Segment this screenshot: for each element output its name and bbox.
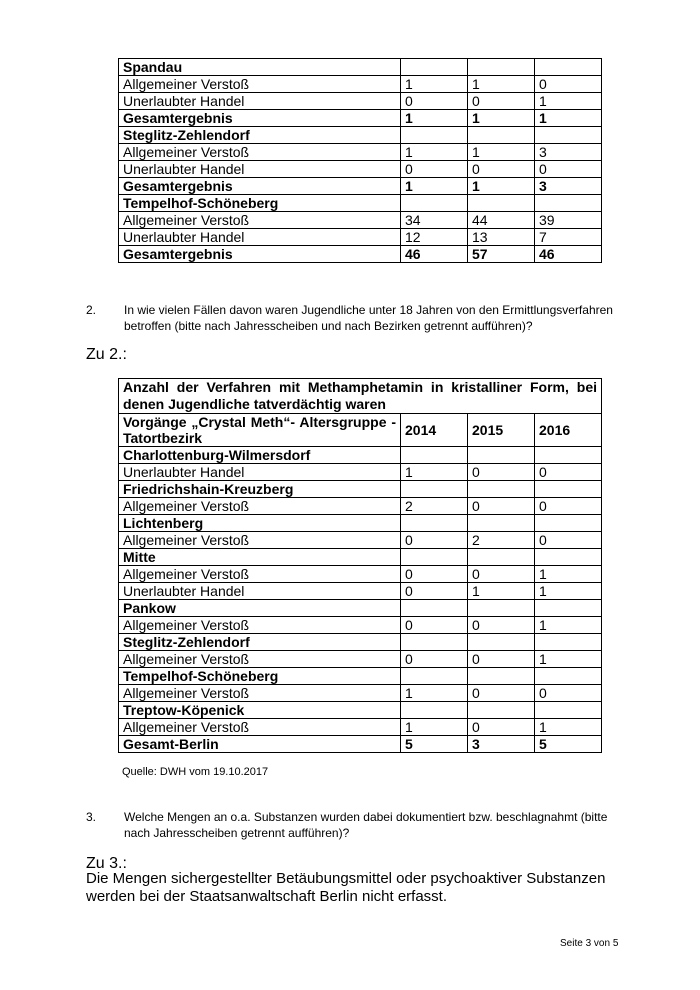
row-label: Allgemeiner Verstoß <box>119 617 401 634</box>
row-label: Allgemeiner Verstoß <box>119 685 401 702</box>
district-row <box>119 600 602 617</box>
cell-value: 12 <box>401 229 468 246</box>
cell-value <box>468 702 535 719</box>
row-label: Unerlaubter Handel <box>119 93 401 110</box>
cell-value: 0 <box>401 617 468 634</box>
table-source: Quelle: DWH vom 19.10.2017 <box>122 766 269 778</box>
row-label: Unerlaubter Handel <box>119 229 401 246</box>
cell-value <box>535 127 602 144</box>
table-row <box>119 566 602 583</box>
district-row <box>119 481 602 498</box>
cell-value: 1 <box>401 464 468 481</box>
cell-value: 5 <box>535 736 602 753</box>
cell-value <box>468 127 535 144</box>
row-label: Unerlaubter Handel <box>119 583 401 600</box>
cell-value <box>535 447 602 464</box>
table-continued <box>118 58 602 263</box>
district-row <box>119 195 602 212</box>
cell-value <box>401 481 468 498</box>
district-name: Pankow <box>119 600 401 617</box>
cell-value <box>401 127 468 144</box>
cell-value <box>468 600 535 617</box>
district-name: Friedrichshain-Kreuzberg <box>119 481 401 498</box>
district-row <box>119 59 602 76</box>
cell-value: 0 <box>468 719 535 736</box>
cell-value: 0 <box>401 583 468 600</box>
total-row <box>119 110 602 127</box>
cell-value: 1 <box>468 110 535 127</box>
row-label: Allgemeiner Verstoß <box>119 212 401 229</box>
row-label: Gesamtergebnis <box>119 178 401 195</box>
cell-value <box>401 515 468 532</box>
row-label: Gesamtergebnis <box>119 246 401 263</box>
table-row <box>119 498 602 515</box>
question-text: Welche Mengen an o.a. Substanzen wurden dabei dokumentiert bzw. beschlagnahmt (bitte nach Jahresscheiben getrennt aufführen)? <box>124 810 608 840</box>
table-row <box>119 76 602 93</box>
cell-value: 0 <box>535 532 602 549</box>
question-text: In wie vielen Fällen davon waren Jugendliche unter 18 Jahren von den Ermittlungsverfahren betroffen (bitte nach Jahresscheiben und nach Bezirken getrennt aufführen)? <box>124 303 613 333</box>
cell-value <box>535 481 602 498</box>
cell-value: 0 <box>468 651 535 668</box>
cell-value: 39 <box>535 212 602 229</box>
row-label: Allgemeiner Verstoß <box>119 719 401 736</box>
cell-value <box>468 515 535 532</box>
cell-value <box>535 634 602 651</box>
cell-value: 1 <box>401 76 468 93</box>
cell-value: 1 <box>401 719 468 736</box>
cell-value: 0 <box>468 93 535 110</box>
header-year: 2016 <box>535 414 602 447</box>
table-row <box>119 93 602 110</box>
cell-value: 1 <box>401 685 468 702</box>
cell-value <box>401 634 468 651</box>
district-name: Charlottenburg-Wilmersdorf <box>119 447 401 464</box>
cell-value: 1 <box>468 144 535 161</box>
cell-value: 0 <box>468 464 535 481</box>
cell-value <box>535 600 602 617</box>
header-year: 2014 <box>401 414 468 447</box>
cell-value <box>468 447 535 464</box>
cell-value: 3 <box>535 178 602 195</box>
cell-value <box>401 59 468 76</box>
cell-value: 1 <box>535 566 602 583</box>
cell-value <box>401 702 468 719</box>
cell-value <box>535 549 602 566</box>
cell-value: 44 <box>468 212 535 229</box>
district-row <box>119 668 602 685</box>
cell-value: 0 <box>401 93 468 110</box>
total-row <box>119 246 602 263</box>
cell-value: 0 <box>468 161 535 178</box>
cell-value: 0 <box>401 532 468 549</box>
cell-value: 0 <box>535 685 602 702</box>
table-row <box>119 212 602 229</box>
district-row <box>119 127 602 144</box>
district-name: Spandau <box>119 59 401 76</box>
cell-value <box>468 668 535 685</box>
cell-value: 1 <box>401 178 468 195</box>
row-label: Unerlaubter Handel <box>119 161 401 178</box>
cell-value: 57 <box>468 246 535 263</box>
cell-value: 5 <box>401 736 468 753</box>
row-label: Allgemeiner Verstoß <box>119 498 401 515</box>
table-row <box>119 229 602 246</box>
district-name: Tempelhof-Schöneberg <box>119 195 401 212</box>
cell-value <box>535 195 602 212</box>
cell-value: 1 <box>468 178 535 195</box>
cell-value: 0 <box>535 498 602 515</box>
table-row <box>119 719 602 736</box>
cell-value: 0 <box>535 161 602 178</box>
row-label: Allgemeiner Verstoß <box>119 144 401 161</box>
question-number: 2. <box>86 303 97 317</box>
cell-value: 13 <box>468 229 535 246</box>
cell-value <box>535 59 602 76</box>
table-row <box>119 651 602 668</box>
cell-value: 0 <box>401 651 468 668</box>
cell-value: 3 <box>535 144 602 161</box>
cell-value <box>535 702 602 719</box>
table-row <box>119 144 602 161</box>
header-year: 2015 <box>468 414 535 447</box>
question-number: 3. <box>86 810 97 824</box>
cell-value: 2 <box>468 532 535 549</box>
cell-value: 1 <box>535 110 602 127</box>
district-row <box>119 515 602 532</box>
cell-value: 1 <box>535 583 602 600</box>
district-row <box>119 447 602 464</box>
cell-value <box>535 515 602 532</box>
table-row <box>119 583 602 600</box>
row-label: Allgemeiner Verstoß <box>119 76 401 93</box>
total-row <box>119 178 602 195</box>
district-row <box>119 634 602 651</box>
cell-value: 1 <box>535 651 602 668</box>
cell-value <box>401 549 468 566</box>
district-name: Mitte <box>119 549 401 566</box>
cell-value: 46 <box>401 246 468 263</box>
cell-value: 0 <box>401 161 468 178</box>
district-name: Steglitz-Zehlendorf <box>119 127 401 144</box>
row-label: Allgemeiner Verstoß <box>119 651 401 668</box>
row-label: Allgemeiner Verstoß <box>119 532 401 549</box>
table-row <box>119 617 602 634</box>
row-label: Gesamt-Berlin <box>119 736 401 753</box>
table-row <box>119 532 602 549</box>
cell-value: 1 <box>468 76 535 93</box>
cell-value: 1 <box>535 93 602 110</box>
cell-value: 0 <box>401 566 468 583</box>
cell-value: 0 <box>535 464 602 481</box>
cell-value: 3 <box>468 736 535 753</box>
district-row <box>119 702 602 719</box>
table-row <box>119 161 602 178</box>
table-title: Anzahl der Verfahren mit Methamphetamin in kristalliner Form, bei denen Jugendliche tatverdächtig waren <box>119 379 602 414</box>
table-juveniles <box>118 378 602 753</box>
cell-value <box>535 668 602 685</box>
cell-value <box>468 481 535 498</box>
cell-value: 1 <box>401 144 468 161</box>
answer-3-heading: Zu 3.: <box>86 855 127 872</box>
cell-value: 0 <box>535 76 602 93</box>
cell-value <box>468 59 535 76</box>
row-label: Allgemeiner Verstoß <box>119 566 401 583</box>
cell-value: 0 <box>468 498 535 515</box>
cell-value: 7 <box>535 229 602 246</box>
total-row <box>119 736 602 753</box>
district-name: Lichtenberg <box>119 515 401 532</box>
district-name: Treptow-Köpenick <box>119 702 401 719</box>
cell-value <box>401 668 468 685</box>
cell-value: 0 <box>468 685 535 702</box>
table-row <box>119 464 602 481</box>
cell-value: 1 <box>468 583 535 600</box>
table-row <box>119 685 602 702</box>
cell-value: 1 <box>535 719 602 736</box>
cell-value: 46 <box>535 246 602 263</box>
cell-value <box>401 447 468 464</box>
row-label: Unerlaubter Handel <box>119 464 401 481</box>
row-label: Gesamtergebnis <box>119 110 401 127</box>
cell-value <box>468 195 535 212</box>
cell-value <box>468 549 535 566</box>
cell-value <box>401 600 468 617</box>
district-name: Steglitz-Zehlendorf <box>119 634 401 651</box>
district-row <box>119 549 602 566</box>
page-footer: Seite 3 von 5 <box>560 938 619 949</box>
answer-2-heading: Zu 2.: <box>86 346 127 363</box>
cell-value: 2 <box>401 498 468 515</box>
header-label: Vorgänge „Crystal Meth“- Altersgruppe -Tatortbezirk <box>119 414 401 447</box>
cell-value: 34 <box>401 212 468 229</box>
cell-value: 0 <box>468 566 535 583</box>
cell-value <box>401 195 468 212</box>
cell-value: 0 <box>468 617 535 634</box>
district-name: Tempelhof-Schöneberg <box>119 668 401 685</box>
answer-3-text: Die Mengen sichergestellter Betäubungsmittel oder psychoaktiver Substanzen werden bei der Staatsanwaltschaft Berlin nicht erfasst. <box>86 870 606 905</box>
cell-value: 1 <box>535 617 602 634</box>
cell-value <box>468 634 535 651</box>
cell-value: 1 <box>401 110 468 127</box>
